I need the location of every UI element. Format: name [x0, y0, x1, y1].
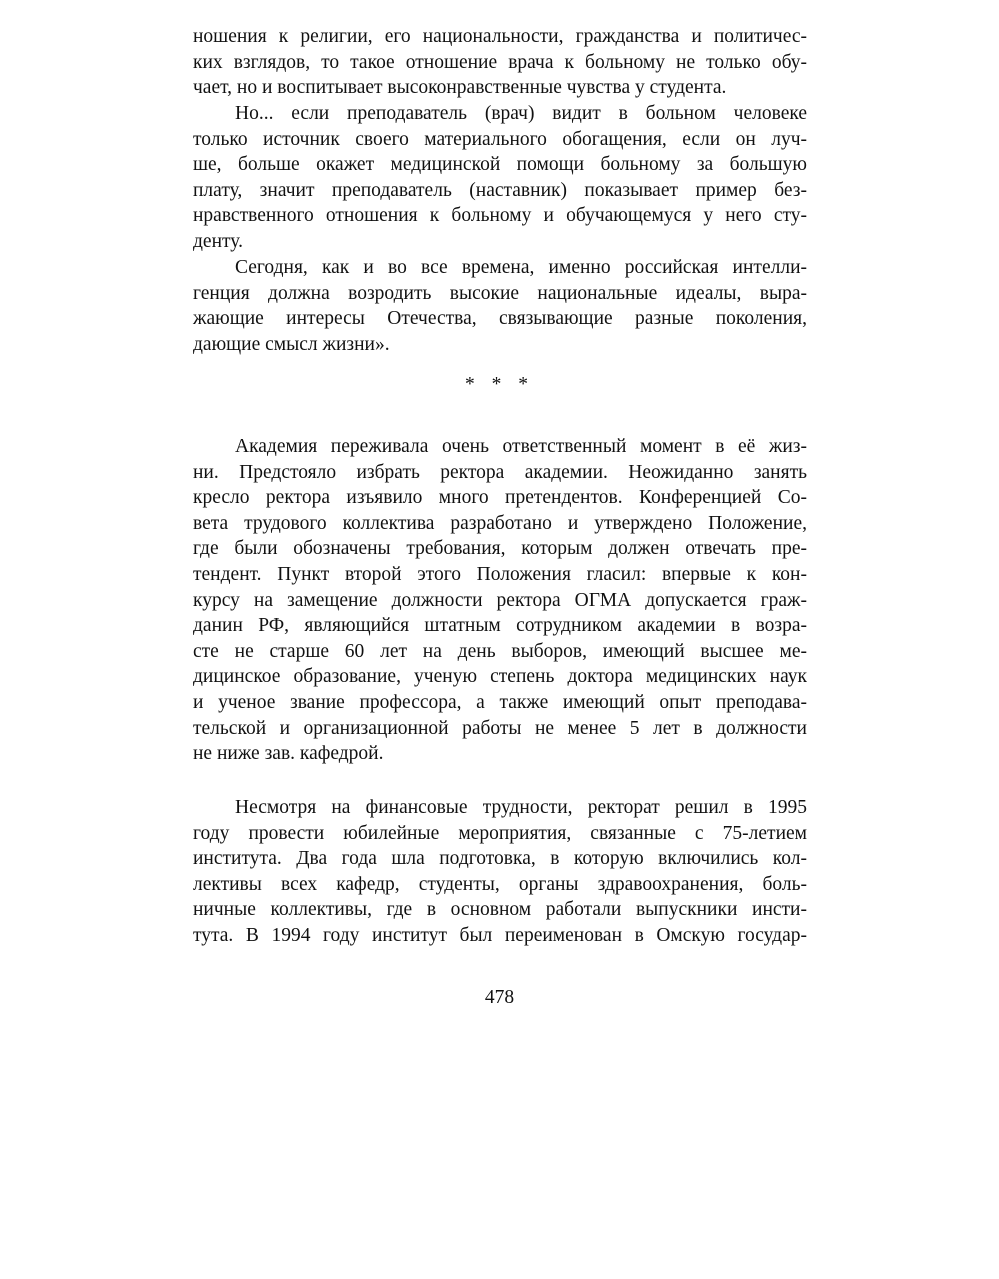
text-line: и ученое звание профессора, а также имеющий опыт преподава- [193, 691, 807, 713]
paragraph-5 [193, 795, 807, 949]
text-line: Академия переживала очень ответственный момент в её жиз- [235, 436, 807, 457]
text-line: Сегодня, как и во все времена, именно российская интелли- [235, 257, 807, 278]
text-line: кресло ректора изъявило много претендентов. Конференцией Со- [193, 487, 807, 509]
text-line: ких взглядов, то такое отношение врача к больному не только обу- [193, 51, 807, 73]
section-separator: * * * [465, 374, 534, 395]
text-line: Несмотря на финансовые трудности, ректорат решил в 1995 [235, 797, 807, 818]
text-line: института. Два года шла подготовка, в которую включились кол- [193, 848, 807, 870]
text-line: тендент. Пункт второй этого Положения гласил: впервые к кон- [193, 563, 807, 585]
text-line: курсу на замещение должности ректора ОГМА допускается граж- [193, 589, 807, 611]
paragraph-4 [193, 434, 807, 767]
text-line: генция должна возродить высокие национальные идеалы, выра- [193, 282, 807, 304]
text-line: денту. [193, 230, 243, 252]
text-line: только источник своего материального обогащения, если он луч- [193, 128, 807, 150]
text-line: вета трудового коллектива разработано и утверждено Положение, [193, 512, 807, 534]
text-line: тельской и организационной работы не менее 5 лет в должности [193, 717, 807, 739]
text-line: плату, значит преподаватель (наставник) показывает пример без- [193, 179, 807, 201]
paragraph-1 [193, 24, 807, 101]
text-line: чает, но и воспитывает высоконравственные чувства у студента. [193, 77, 727, 99]
text-line: году провести юбилейные мероприятия, связанные с 75-летием [193, 822, 807, 844]
text-line: Но... если преподаватель (врач) видит в больном человеке [235, 103, 807, 124]
text-line: ношения к религии, его национальности, гражданства и политичес- [193, 26, 807, 47]
page-number: 478 [484, 987, 515, 1008]
text-line: ни. Предстояло избрать ректора академии. Неожиданно занять [193, 461, 807, 483]
paragraph-3 [193, 255, 807, 357]
text-line: жающие интересы Отечества, связывающие разные поколения, [193, 308, 807, 330]
text-line: где были обозначены требования, которым должен отвечать пре- [193, 538, 807, 560]
text-line: дающие смысл жизни». [193, 333, 390, 355]
text-line: лективы всех кафедр, студенты, органы здравоохранения, боль- [193, 873, 807, 895]
text-line: дицинское образование, ученую степень доктора медицинских наук [193, 666, 807, 688]
text-line: нравственного отношения к больному и обучающемуся у него сту- [193, 205, 807, 227]
text-line: ше, больше окажет медицинской помощи больному за большую [193, 154, 807, 176]
text-line: сте не старше 60 лет на день выборов, имеющий высшее ме- [193, 640, 807, 662]
paragraph-2 [193, 101, 807, 255]
text-line: не ниже зав. кафедрой. [193, 743, 384, 765]
text-line: данин РФ, являющийся штатным сотрудником академии в возра- [193, 615, 807, 637]
text-line: тута. В 1994 году институт был переименован в Омскую государ- [193, 924, 807, 946]
text-line: ничные коллективы, где в основном работали выпускники инсти- [193, 899, 807, 921]
